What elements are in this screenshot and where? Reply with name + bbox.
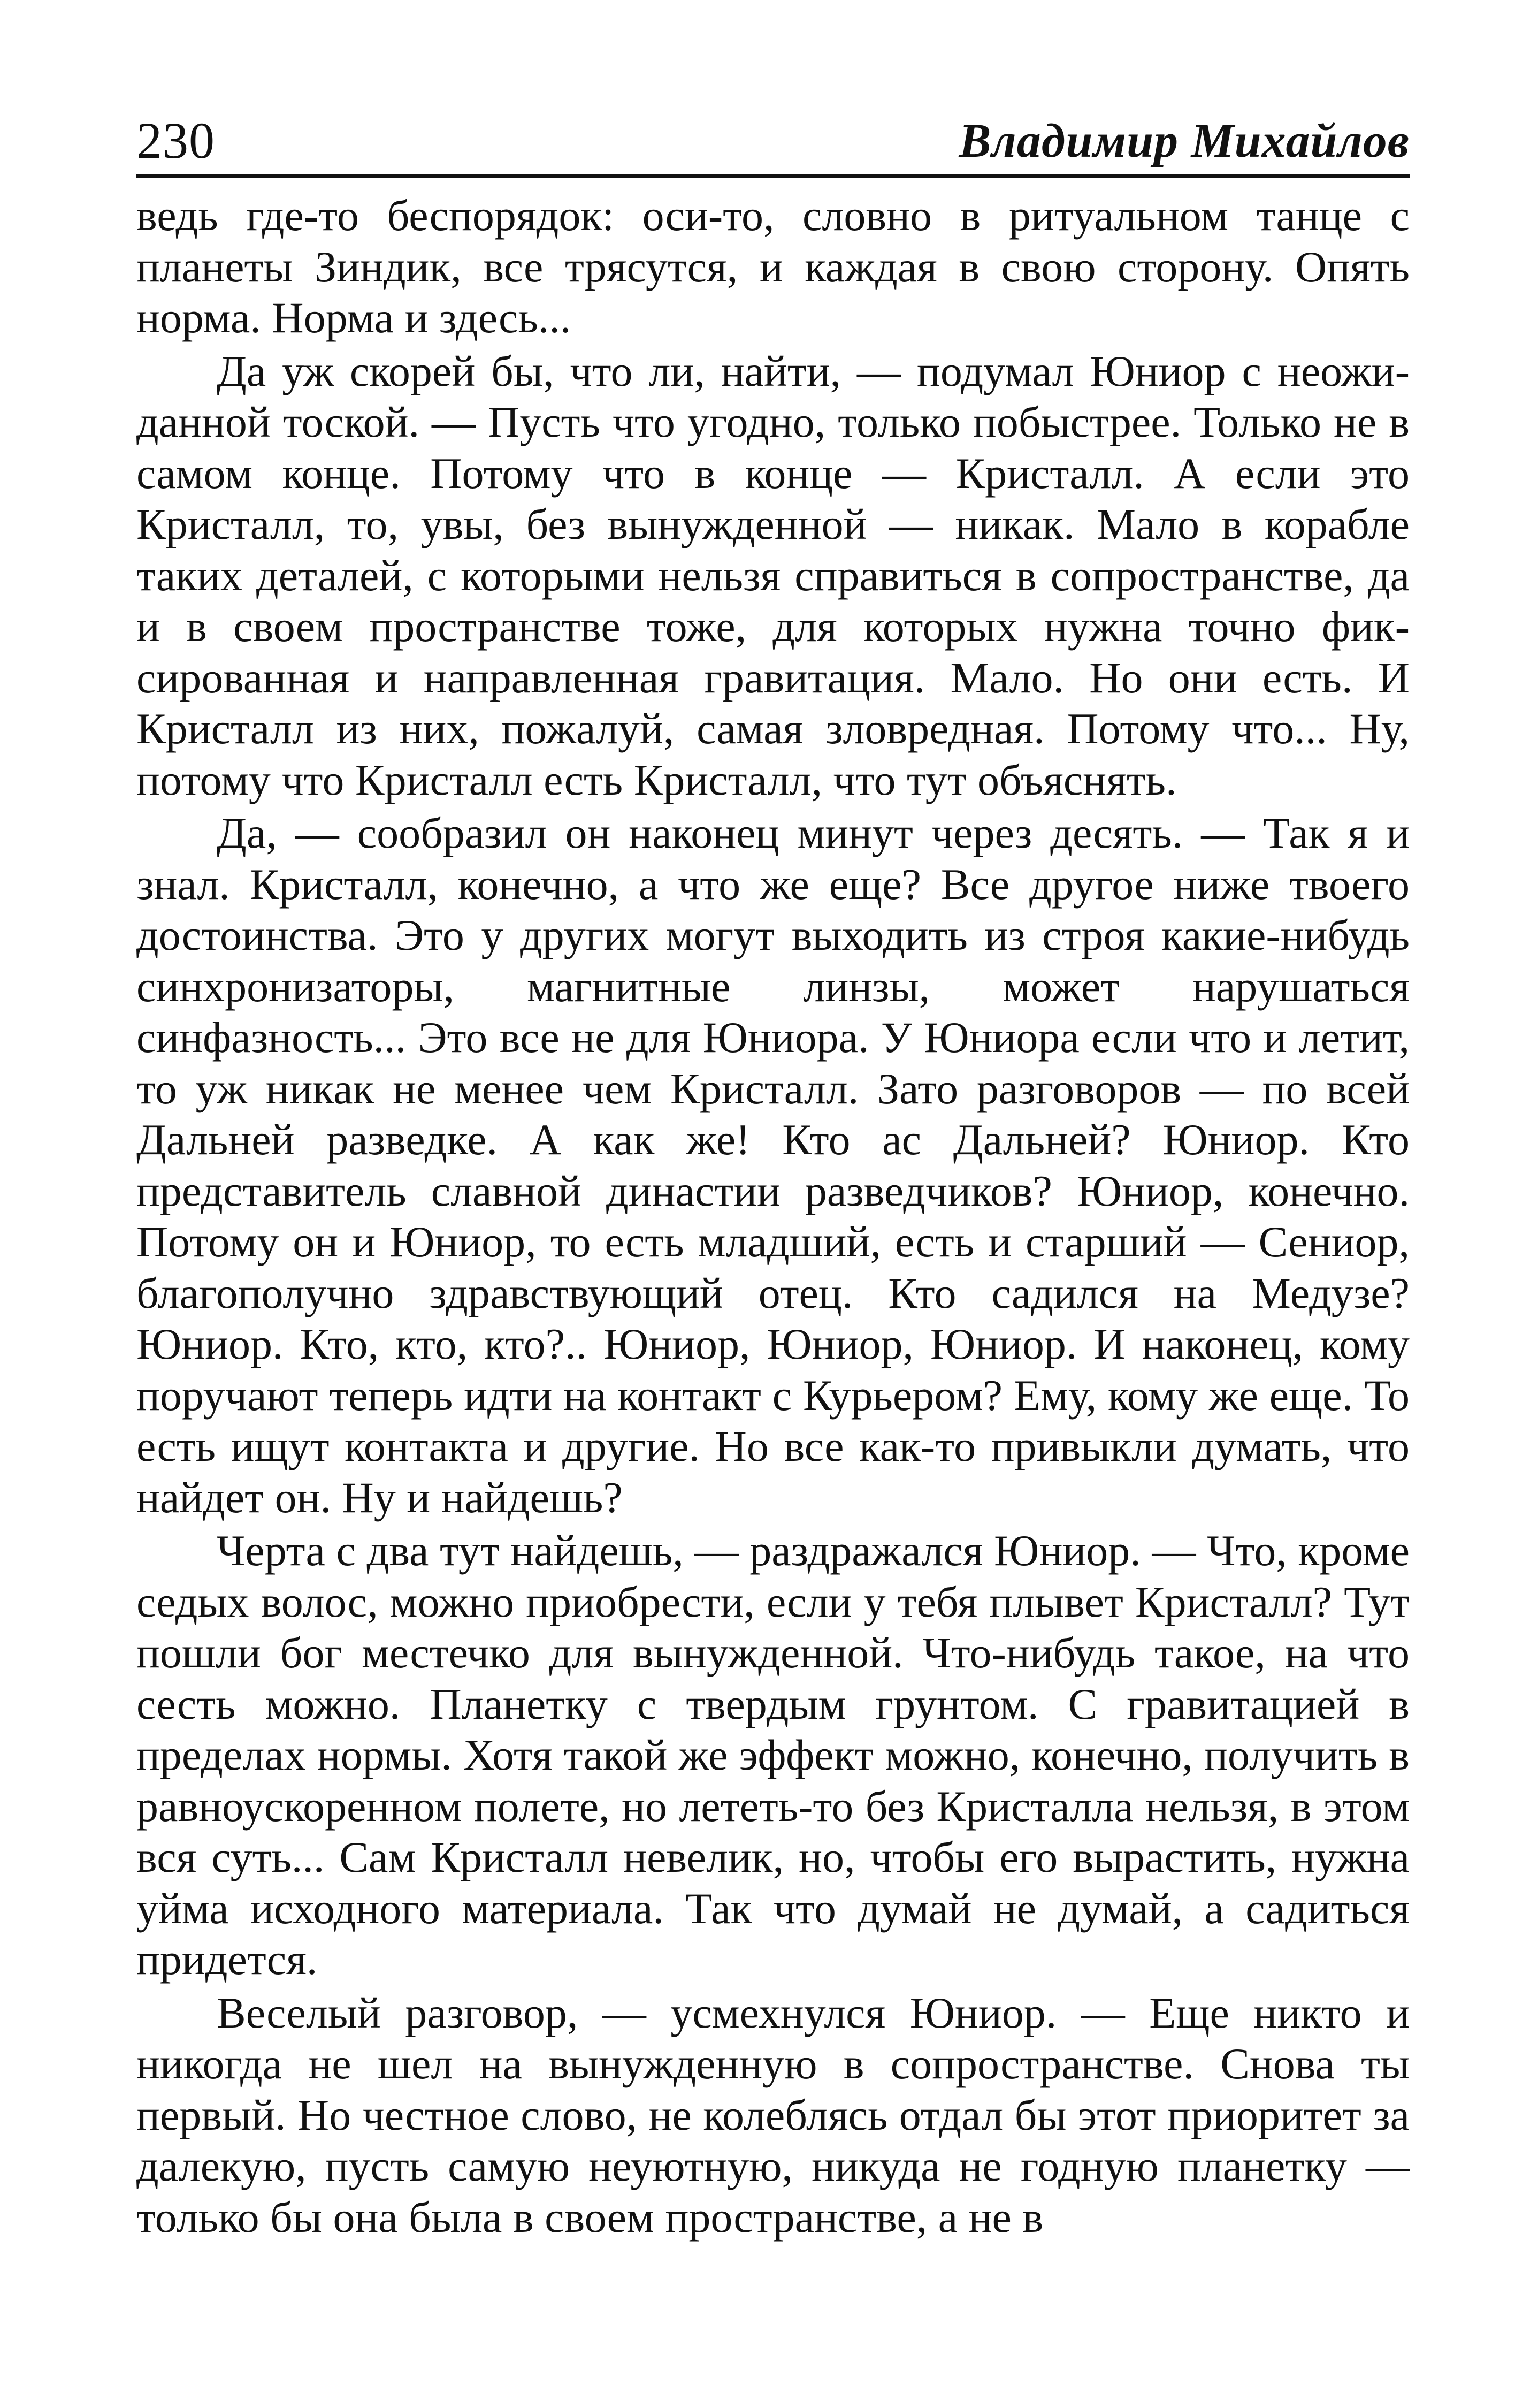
paragraph: Веселый разговор, — усмехнулся Юниор. — Еще никто и никогда не шел на вынужденную в сопространстве. Снова ты первый. Но честное слово, не колеблясь отдал бы этот приоритет за далекую, пусть самую неуютную, никуда не годную планетку — только бы она была в своем пространстве, а не в	[136, 1988, 1410, 2242]
paragraph: Черта с два тут найдешь, — раздражался Юниор. — Что, кроме седых волос, можно приобрести, если у тебя плывет Кристалл? Тут пошли бог местечко для вынужденной. Что-нибудь такое, на что сесть можно. Планетку с твердым грунтом. С гравитацией в пределах нормы. Хотя такой же эффект можно, конечно, получить в равноускоренном полете, но лететь-то без Кристалла нельзя, в этом вся суть... Сам Кристалл невелик, но, чтобы его вырастить, нужна уйма исходного материала. Так что думай не думай, а садиться придется.	[136, 1526, 1410, 1984]
paragraph: Да уж скорей бы, что ли, найти, — подумал Юниор с неожиданной тоской. — Пусть что угодно, только побыстрее. Только не в самом конце. Потому что в конце — Кристалл. А если это Кристалл, то, увы, без вынужденной — никак. Мало в корабле таких деталей, с которыми нельзя справиться в сопространстве, да и в своем пространстве тоже, для которых нужна точно фиксированная и направленная гравитация. Мало. Но они есть. И Кристалл из них, пожалуй, самая зловредная. Потому что... Ну, потому что Кристалл есть Кристалл, что тут объяснять.	[136, 346, 1410, 804]
author-name: Владимир Михайлов	[959, 115, 1410, 167]
paragraph-continued: ведь где-то беспорядок: оси-то, словно в ритуальном танце с планеты Зиндик, все трясутся, и каждая в свою сторону. Опять норма. Норма и здесь...	[136, 191, 1410, 342]
page-number: 230	[136, 112, 215, 169]
paragraph: Да, — сообразил он наконец минут через десять. — Так я и знал. Кристалл, конечно, а что же еще? Все другое ниже твоего достоинства. Это у других могут выходить из строя какие-нибудь синхронизаторы, магнитные линзы, может нарушаться синфазность... Это все не для Юниора. У Юниора если что и летит, то уж никак не менее чем Кристалл. Зато разговоров — по всей Дальней разведке. А как же! Кто ас Дальней? Юниор. Кто представитель славной династии разведчиков? Юниор, конечно. Потому он и Юниор, то есть младший, есть и старший — Сениор, благополучно здравствующий отец. Кто садился на Медузе? Юниор. Кто, кто, кто?.. Юниор, Юниор, Юниор. И наконец, кому поручают теперь идти на контакт с Курьером? Ему, кому же еще. То есть ищут контакта и другие. Но все как-то привыкли думать, что найдет он. Ну и найдешь?	[136, 809, 1410, 1522]
body-text	[136, 190, 1410, 2243]
running-head	[136, 110, 1410, 178]
